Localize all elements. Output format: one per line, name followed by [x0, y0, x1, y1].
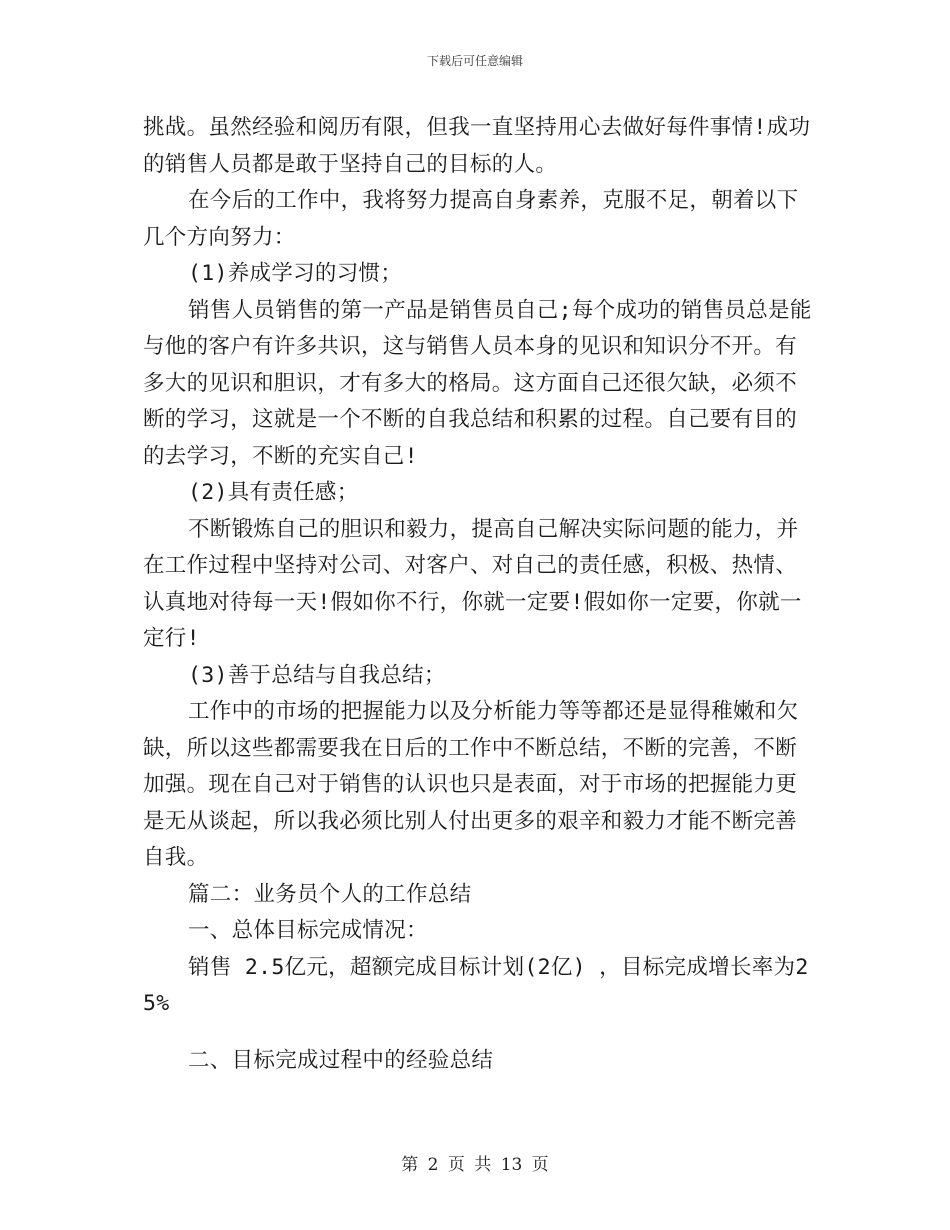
page-number-footer: 第 2 页 共 13 页	[401, 1155, 549, 1175]
page-header: 下载后可任意编辑	[426, 54, 523, 68]
item-heading-summary: (3)善于总结与自我总结；	[188, 662, 446, 688]
section-heading-experience: 二、目标完成过程中的经验总结	[188, 1047, 494, 1073]
paragraph-responsibility: 不断锻炼自己的胆识和毅力，提高自己解决实际问题的能力，并在工作过程中坚持对公司、对客户、对自己的责任感，积极、热情、认真地对待每一天!假如你不行，你就一定要!假如你一定要，你就一定行!	[143, 516, 802, 651]
paragraph-summary: 工作中的市场的把握能力以及分析能力等等都还是显得稚嫩和欠缺，所以这些都需要我在日后的工作中不断总结，不断的完善，不断加强。现在自己对于销售的认识也只是表面，对于市场的把握能力更是无从谈起，所以我必须比别人付出更多的艰辛和毅力才能不断完善自我。	[143, 699, 799, 870]
section-heading-goal-completion: 一、总体目标完成情况：	[188, 918, 428, 943]
document-body	[143, 110, 813, 1079]
paragraph-sales-figures: 销售 2.5亿元，超额完成目标计划(2亿) ，目标完成增长率为25%	[143, 954, 809, 1016]
item-heading-responsibility: (2)具有责任感；	[188, 480, 359, 505]
paragraph-future-work: 在今后的工作中，我将努力提高自身素养，克服不足，朝着以下几个方向努力：	[143, 188, 799, 250]
section-title-part-two: 篇二：业务员个人的工作总结	[188, 881, 472, 907]
paragraph-spacer	[143, 1023, 813, 1043]
paragraph-learning: 销售人员销售的第一产品是销售员自己;每个成功的销售员总是能与他的客户有许多共识，这与销售人员本身的见识和知识分不开。有多大的见识和胆识，才有多大的格局。这方面自己还很欠缺，必须不断的学习，这就是一个不断的自我总结和积累的过程。自己要有目的的去学习，不断的充实自己!	[143, 297, 812, 469]
paragraph-challenge: 挑战。虽然经验和阅历有限，但我一直坚持用心去做好每件事情!成功的销售人员都是敢于坚持自己的目标的人。	[143, 115, 811, 177]
item-heading-learning: (1)养成学习的习惯；	[188, 261, 403, 286]
